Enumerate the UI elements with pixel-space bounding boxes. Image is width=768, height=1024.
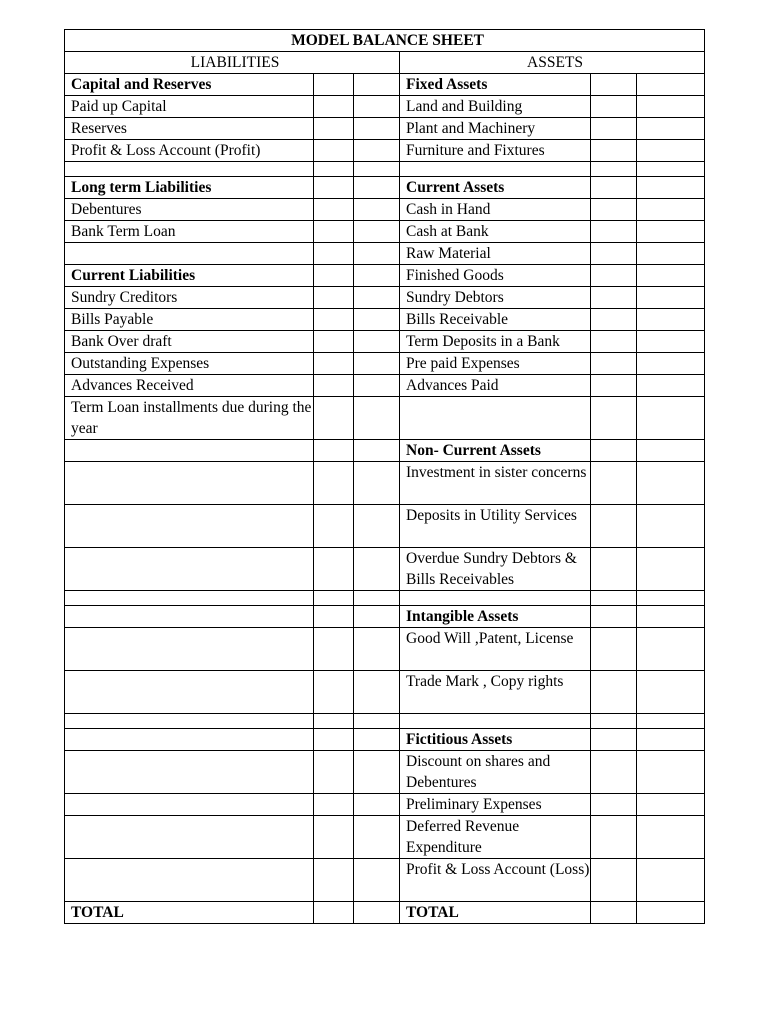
asset-label: Term Deposits in a Bank: [400, 331, 591, 353]
asset-label: Cash in Hand: [400, 199, 591, 221]
asset-amount-cell: [591, 714, 637, 729]
liability-label: [65, 729, 314, 751]
liability-total-cell: [354, 162, 400, 177]
asset-total-cell: [637, 118, 705, 140]
asset-amount-cell: [591, 505, 637, 548]
asset-label: Advances Paid: [400, 375, 591, 397]
asset-label: Non- Current Assets: [400, 440, 591, 462]
asset-label: Bills Receivable: [400, 309, 591, 331]
liability-total-cell: [354, 375, 400, 397]
asset-label: Overdue Sundry Debtors & Bills Receivables: [400, 548, 591, 591]
table-row: [65, 96, 705, 118]
asset-total-cell: [637, 628, 705, 671]
asset-total-cell: [637, 714, 705, 729]
table-row: [65, 74, 705, 96]
asset-label: Cash at Bank: [400, 221, 591, 243]
liability-total-cell: [354, 729, 400, 751]
asset-label: Finished Goods: [400, 265, 591, 287]
asset-total-cell: [637, 548, 705, 591]
liability-amount-cell: [314, 859, 354, 902]
liability-total-cell: [354, 353, 400, 375]
liability-amount-cell: [314, 287, 354, 309]
liability-amount-cell: [314, 671, 354, 714]
table-row: [65, 118, 705, 140]
liability-total-cell: [354, 331, 400, 353]
assets-header: ASSETS: [400, 52, 705, 74]
liability-total-cell: [354, 309, 400, 331]
asset-amount-cell: [591, 751, 637, 794]
liability-label: Outstanding Expenses: [65, 353, 314, 375]
asset-total-cell: [637, 243, 705, 265]
liability-amount-cell: [314, 591, 354, 606]
liability-total-cell: [354, 118, 400, 140]
table-row: [65, 902, 705, 924]
table-row: [65, 505, 705, 548]
liability-label: [65, 859, 314, 902]
liability-total-cell: [354, 397, 400, 440]
balance-sheet-table: [64, 29, 705, 924]
liability-total-cell: [354, 505, 400, 548]
liability-amount-cell: [314, 221, 354, 243]
asset-amount-cell: [591, 74, 637, 96]
table-row: [65, 794, 705, 816]
liability-total-cell: [354, 816, 400, 859]
liability-amount-cell: [314, 177, 354, 199]
asset-total-cell: [637, 140, 705, 162]
asset-amount-cell: [591, 794, 637, 816]
asset-total-cell: [637, 331, 705, 353]
liability-amount-cell: [314, 243, 354, 265]
liability-amount-cell: [314, 309, 354, 331]
asset-total-cell: [637, 729, 705, 751]
asset-total-cell: [637, 265, 705, 287]
liability-label: TOTAL: [65, 902, 314, 924]
table-row: [65, 462, 705, 505]
asset-label: Land and Building: [400, 96, 591, 118]
asset-total-cell: [637, 671, 705, 714]
asset-amount-cell: [591, 118, 637, 140]
table-row: [65, 397, 705, 440]
table-row: [65, 177, 705, 199]
asset-total-cell: [637, 859, 705, 902]
asset-amount-cell: [591, 96, 637, 118]
asset-total-cell: [637, 440, 705, 462]
liability-total-cell: [354, 96, 400, 118]
table-row: [65, 671, 705, 714]
liability-total-cell: [354, 714, 400, 729]
table-row: [65, 243, 705, 265]
liability-label: Bank Over draft: [65, 331, 314, 353]
header-row: [65, 52, 705, 74]
liability-amount-cell: [314, 505, 354, 548]
asset-total-cell: [637, 199, 705, 221]
asset-label: Pre paid Expenses: [400, 353, 591, 375]
asset-amount-cell: [591, 902, 637, 924]
asset-total-cell: [637, 162, 705, 177]
liability-total-cell: [354, 671, 400, 714]
asset-amount-cell: [591, 548, 637, 591]
asset-amount-cell: [591, 287, 637, 309]
asset-label: Sundry Debtors: [400, 287, 591, 309]
asset-label: TOTAL: [400, 902, 591, 924]
liability-amount-cell: [314, 816, 354, 859]
liability-amount-cell: [314, 96, 354, 118]
asset-total-cell: [637, 287, 705, 309]
liability-label: [65, 628, 314, 671]
table-row: [65, 265, 705, 287]
liability-label: [65, 505, 314, 548]
liability-label: Profit & Loss Account (Profit): [65, 140, 314, 162]
asset-label: [400, 714, 591, 729]
liability-total-cell: [354, 74, 400, 96]
asset-label: Current Assets: [400, 177, 591, 199]
liability-amount-cell: [314, 353, 354, 375]
asset-amount-cell: [591, 353, 637, 375]
liability-label: [65, 671, 314, 714]
liability-label: Bank Term Loan: [65, 221, 314, 243]
liabilities-header: LIABILITIES: [65, 52, 400, 74]
liability-label: [65, 548, 314, 591]
table-row: [65, 859, 705, 902]
asset-label: Discount on shares and Debentures: [400, 751, 591, 794]
liability-amount-cell: [314, 628, 354, 671]
liability-total-cell: [354, 221, 400, 243]
asset-label: Deferred Revenue Expenditure: [400, 816, 591, 859]
liability-label: [65, 162, 314, 177]
asset-label: Profit & Loss Account (Loss): [400, 859, 591, 902]
title-row: [65, 30, 705, 52]
asset-total-cell: [637, 794, 705, 816]
liability-total-cell: [354, 591, 400, 606]
sheet-title: MODEL BALANCE SHEET: [65, 30, 705, 52]
table-row: [65, 140, 705, 162]
asset-amount-cell: [591, 221, 637, 243]
asset-label: Trade Mark , Copy rights: [400, 671, 591, 714]
table-row: [65, 729, 705, 751]
table-row: [65, 751, 705, 794]
asset-total-cell: [637, 74, 705, 96]
asset-total-cell: [637, 462, 705, 505]
liability-amount-cell: [314, 794, 354, 816]
asset-total-cell: [637, 816, 705, 859]
asset-total-cell: [637, 902, 705, 924]
liability-amount-cell: [314, 199, 354, 221]
asset-label: Intangible Assets: [400, 606, 591, 628]
table-row: [65, 816, 705, 859]
table-row: [65, 606, 705, 628]
table-row: [65, 628, 705, 671]
table-row: [65, 548, 705, 591]
asset-amount-cell: [591, 816, 637, 859]
asset-total-cell: [637, 309, 705, 331]
liability-amount-cell: [314, 331, 354, 353]
liability-amount-cell: [314, 265, 354, 287]
table-row: [65, 162, 705, 177]
liability-amount-cell: [314, 548, 354, 591]
asset-amount-cell: [591, 140, 637, 162]
liability-total-cell: [354, 751, 400, 794]
table-row: [65, 440, 705, 462]
liability-label: Advances Received: [65, 375, 314, 397]
table-row: [65, 375, 705, 397]
asset-amount-cell: [591, 606, 637, 628]
liability-label: [65, 714, 314, 729]
liability-total-cell: [354, 287, 400, 309]
asset-amount-cell: [591, 331, 637, 353]
liability-amount-cell: [314, 751, 354, 794]
table-row: [65, 331, 705, 353]
asset-total-cell: [637, 505, 705, 548]
liability-total-cell: [354, 548, 400, 591]
liability-amount-cell: [314, 375, 354, 397]
liability-label: [65, 606, 314, 628]
table-row: [65, 714, 705, 729]
liability-total-cell: [354, 462, 400, 505]
asset-total-cell: [637, 751, 705, 794]
asset-total-cell: [637, 177, 705, 199]
liability-total-cell: [354, 199, 400, 221]
table-row: [65, 591, 705, 606]
liability-label: [65, 243, 314, 265]
liability-label: Bills Payable: [65, 309, 314, 331]
asset-total-cell: [637, 606, 705, 628]
table-row: [65, 221, 705, 243]
asset-label: Fictitious Assets: [400, 729, 591, 751]
liability-amount-cell: [314, 140, 354, 162]
liability-total-cell: [354, 794, 400, 816]
liability-total-cell: [354, 243, 400, 265]
asset-amount-cell: [591, 162, 637, 177]
liability-total-cell: [354, 628, 400, 671]
liability-total-cell: [354, 440, 400, 462]
asset-amount-cell: [591, 671, 637, 714]
asset-amount-cell: [591, 265, 637, 287]
asset-amount-cell: [591, 397, 637, 440]
asset-amount-cell: [591, 199, 637, 221]
table-row: [65, 353, 705, 375]
asset-total-cell: [637, 397, 705, 440]
asset-amount-cell: [591, 729, 637, 751]
liability-amount-cell: [314, 462, 354, 505]
liability-total-cell: [354, 606, 400, 628]
table-row: [65, 287, 705, 309]
asset-label: [400, 591, 591, 606]
asset-label: Deposits in Utility Services: [400, 505, 591, 548]
asset-amount-cell: [591, 859, 637, 902]
liability-label: Reserves: [65, 118, 314, 140]
asset-label: Preliminary Expenses: [400, 794, 591, 816]
asset-amount-cell: [591, 309, 637, 331]
asset-total-cell: [637, 221, 705, 243]
table-row: [65, 309, 705, 331]
liability-label: [65, 816, 314, 859]
asset-total-cell: [637, 353, 705, 375]
liability-label: Debentures: [65, 199, 314, 221]
liability-label: Capital and Reserves: [65, 74, 314, 96]
liability-amount-cell: [314, 118, 354, 140]
liability-amount-cell: [314, 397, 354, 440]
asset-amount-cell: [591, 591, 637, 606]
asset-label: [400, 162, 591, 177]
liability-amount-cell: [314, 606, 354, 628]
asset-label: Good Will ,Patent, License: [400, 628, 591, 671]
liability-total-cell: [354, 902, 400, 924]
liability-amount-cell: [314, 74, 354, 96]
liability-label: Sundry Creditors: [65, 287, 314, 309]
liability-amount-cell: [314, 162, 354, 177]
liability-amount-cell: [314, 714, 354, 729]
table-row: [65, 199, 705, 221]
asset-total-cell: [637, 375, 705, 397]
asset-label: Plant and Machinery: [400, 118, 591, 140]
asset-label: Furniture and Fixtures: [400, 140, 591, 162]
liability-amount-cell: [314, 440, 354, 462]
asset-amount-cell: [591, 375, 637, 397]
asset-total-cell: [637, 591, 705, 606]
liability-amount-cell: [314, 902, 354, 924]
asset-amount-cell: [591, 440, 637, 462]
asset-label: Fixed Assets: [400, 74, 591, 96]
liability-total-cell: [354, 177, 400, 199]
liability-label: [65, 591, 314, 606]
asset-label: [400, 397, 591, 440]
liability-label: Term Loan installments due during the year: [65, 397, 314, 440]
liability-total-cell: [354, 140, 400, 162]
asset-label: Investment in sister concerns: [400, 462, 591, 505]
asset-amount-cell: [591, 628, 637, 671]
asset-amount-cell: [591, 462, 637, 505]
asset-total-cell: [637, 96, 705, 118]
liability-label: [65, 462, 314, 505]
asset-label: Raw Material: [400, 243, 591, 265]
liability-amount-cell: [314, 729, 354, 751]
liability-total-cell: [354, 265, 400, 287]
liability-label: Paid up Capital: [65, 96, 314, 118]
asset-amount-cell: [591, 177, 637, 199]
liability-label: [65, 440, 314, 462]
liability-total-cell: [354, 859, 400, 902]
liability-label: [65, 794, 314, 816]
liability-label: Current Liabilities: [65, 265, 314, 287]
asset-amount-cell: [591, 243, 637, 265]
liability-label: [65, 751, 314, 794]
liability-label: Long term Liabilities: [65, 177, 314, 199]
